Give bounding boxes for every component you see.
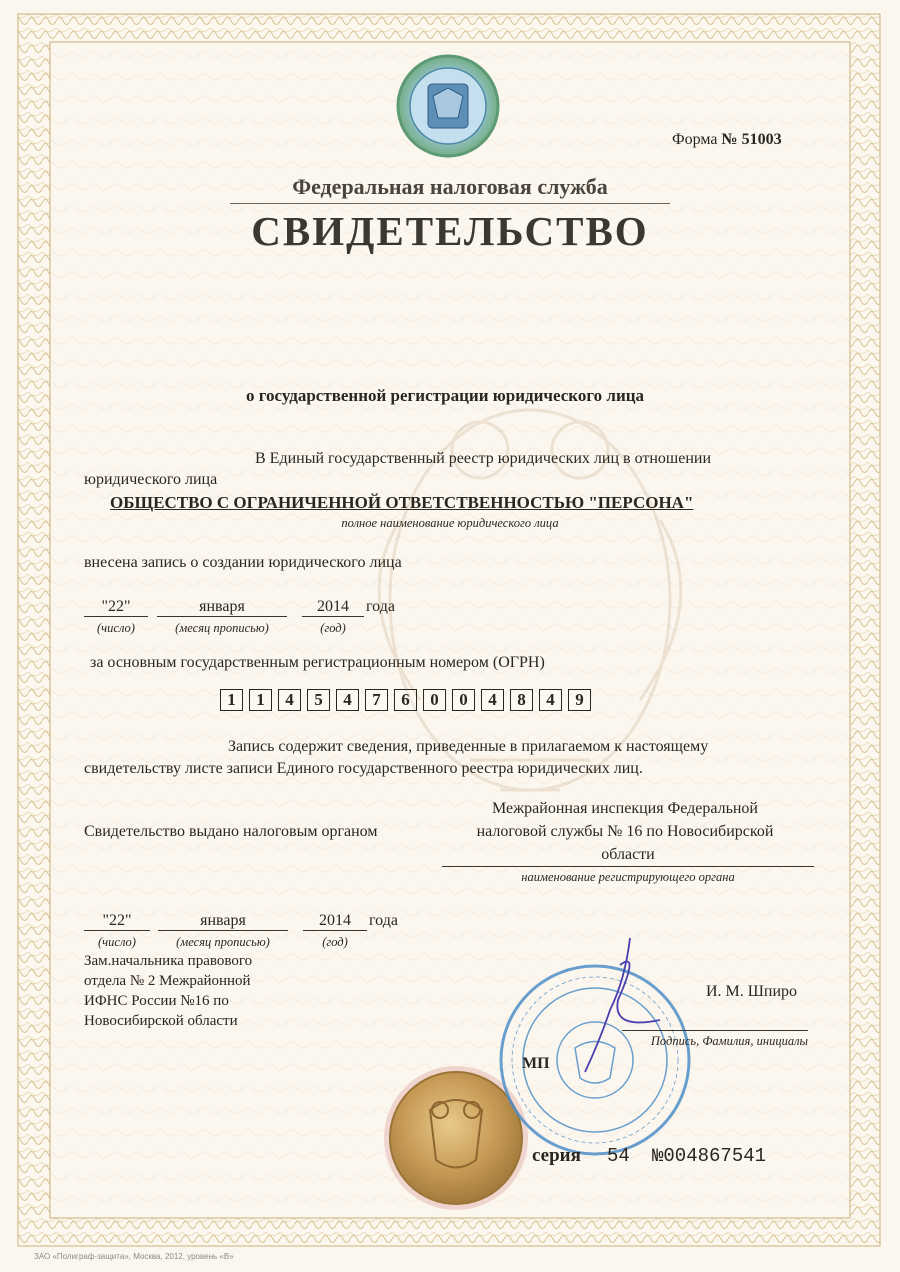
signature-line: [622, 1030, 808, 1031]
printer-footer: ЗАО «Полиграф-защита», Москва, 2012, уровень «В»: [34, 1252, 234, 1261]
ogrn-digit: 4: [278, 689, 301, 711]
series-label: серия: [532, 1145, 581, 1166]
ogrn-digit: 0: [452, 689, 475, 711]
ogrn-digit: 4: [481, 689, 504, 711]
date2-month-caption: (месяц прописью): [176, 935, 270, 949]
issued-by-label: Свидетельство выдано налоговым органом: [84, 823, 378, 840]
date1-year: 2014: [302, 598, 364, 617]
header-divider: [230, 203, 670, 204]
ogrn-digit: 4: [336, 689, 359, 711]
signer-name: И. М. Шпиро: [706, 983, 798, 1000]
date1-year-caption: (год): [320, 621, 346, 635]
date2-year-caption: (год): [322, 935, 348, 949]
date2-day: "22": [84, 912, 150, 931]
ogrn-digit: 7: [365, 689, 388, 711]
ogrn-digit: 6: [394, 689, 417, 711]
ogrn-digit: 0: [423, 689, 446, 711]
ogrn-digit: 9: [568, 689, 591, 711]
date1-day-caption: (число): [97, 621, 135, 635]
record-contains-line-2: свидетельству листе записи Единого государственного реестра юридических лиц.: [84, 760, 643, 777]
date2-day-caption: (число): [98, 935, 136, 949]
form-number: № 51003: [721, 131, 782, 148]
ogrn-digit: 1: [220, 689, 243, 711]
signature-caption: Подпись, Фамилия, инициалы: [650, 1034, 808, 1048]
official-line-3: ИФНС России №16 по: [84, 993, 229, 1009]
issuer-caption: наименование регистрирующего органа: [521, 870, 735, 884]
ogrn-digit: 4: [539, 689, 562, 711]
form-label-text: Форма: [672, 131, 718, 148]
series-code: 54: [607, 1145, 630, 1167]
date1-month-caption: (месяц прописью): [175, 621, 269, 635]
form-label: [672, 131, 782, 149]
intro-line-1: В Единый государственный реестр юридических лиц в отношении: [255, 450, 712, 467]
official-line-2: отдела № 2 Межрайонной: [84, 973, 251, 989]
entity-caption: полное наименование юридического лица: [341, 516, 559, 530]
official-line-4: Новосибирской области: [84, 1013, 238, 1029]
date2-year: 2014: [303, 912, 367, 931]
date1-year-word: года: [366, 598, 395, 615]
ogrn-digit: 1: [249, 689, 272, 711]
document-subtitle: о государственной регистрации юридического лица: [245, 386, 645, 405]
official-line-1: Зам.начальника правового: [84, 953, 253, 969]
issuer-line-1: Межрайонная инспекция Федеральной: [492, 800, 758, 817]
ogrn-digit: 8: [510, 689, 533, 711]
date1-month: января: [157, 598, 287, 617]
issuer-line-2: налоговой службы № 16 по Новосибирской: [476, 823, 774, 840]
entity-name: ОБЩЕСТВО С ОГРАНИЧЕННОЙ ОТВЕТСТВЕННОСТЬЮ "ПЕРСОНА": [110, 493, 694, 512]
record-contains-line-1: Запись содержит сведения, приведенные в прилагаемом к настоящему: [228, 738, 709, 755]
ogrn-number: [220, 689, 600, 711]
hologram-emblem-icon: [398, 56, 498, 156]
ogrn-line: за основным государственным регистрационным номером (ОГРН): [90, 654, 545, 671]
service-name: Федеральная налоговая служба: [292, 174, 608, 199]
record-line: внесена запись о создании юридического лица: [84, 554, 402, 571]
date2-year-word: года: [369, 912, 398, 929]
page-title: СВИДЕТЕЛЬСТВО: [251, 208, 649, 254]
issuer-line-3: области: [442, 846, 814, 867]
date2-month: января: [158, 912, 288, 931]
ogrn-digit: 5: [307, 689, 330, 711]
mp-label: МП: [522, 1055, 550, 1072]
date1-day: "22": [84, 598, 148, 617]
intro-line-2: юридического лица: [84, 471, 218, 488]
series-number: №004867541: [652, 1145, 767, 1167]
